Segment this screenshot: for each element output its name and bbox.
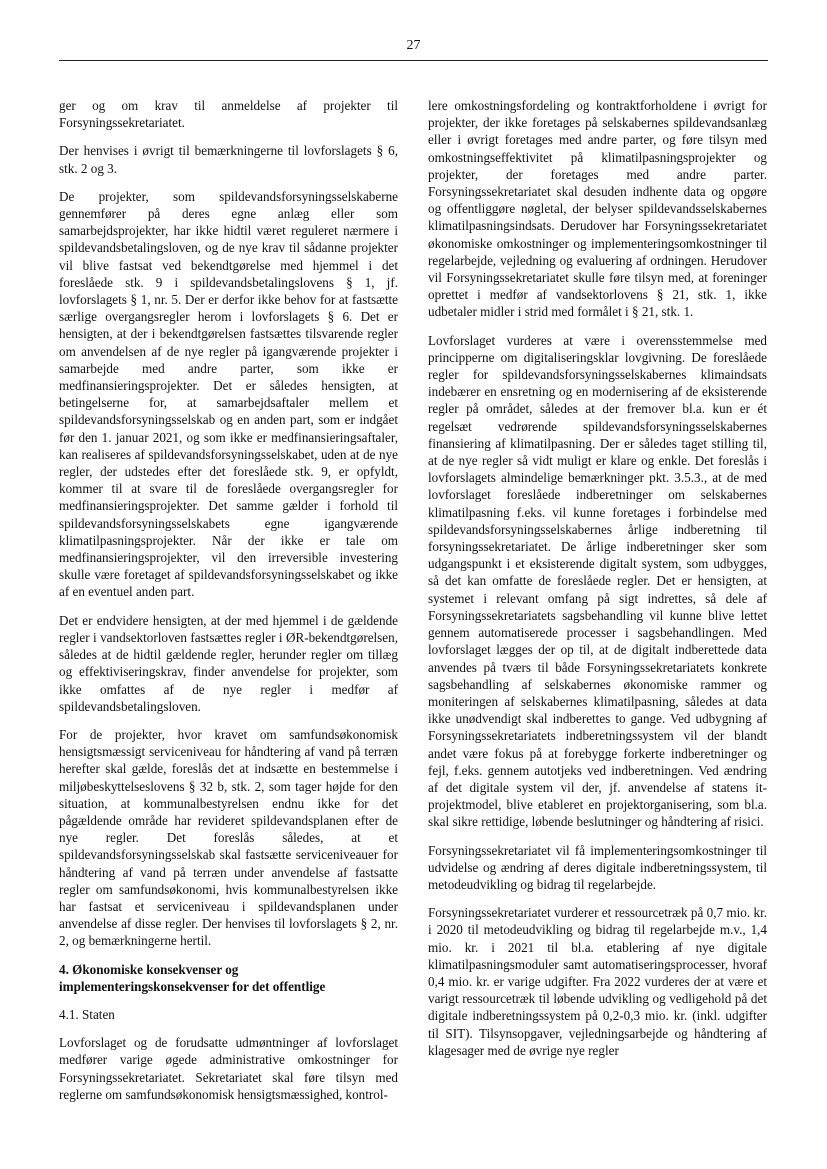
- paragraph: ger og om krav til anmeldelse af projekter til Forsyningssekretariatet.: [59, 98, 398, 131]
- page-number: 27: [406, 38, 421, 53]
- paragraph: lere omkostningsfordeling og kontraktforholdene i øvrigt for projekter, der ikke foretages på selskabernes spildevandsanlæg eller i øvrigt foretages med andre parter, og føre tilsyn med omkostningseffektivitet på klimatilpasningsprojekter og projekter, der foretages med andre parter. Forsyningssekretariatet skal desuden indhente data og opgøre og offentliggøre nøgletal, der belyser spildevandsselskabernes klimatilpasningsindsats. Derudover har Forsyningssekretariatet økonomiske omkostninger og implementeringsomkostninger til regelarbejde, vejledning og evaluering af ordningen. Herudover vil Forsyningssekretariatet skulle føre tilsyn med, at foreninger oprettet i medfør af vandsektorlovens § 21, stk. 1, ikke udbetaler midler i strid med formålet i § 21, stk. 1.: [428, 98, 767, 320]
- section-heading: 4. Økonomiske konsekvenser og implementeringskonsekvenser for det offentlige: [59, 961, 326, 994]
- right-column: [428, 97, 767, 1070]
- paragraph: Forsyningssekretariatet vurderer et ressourcetræk på 0,7 mio. kr. i 2020 til metodeudvikling og bidrag til regelarbejde m.v., 1,4 mio. kr. i 2021 til bl.a. etablering af nye digitale klimatilpasningsmoduler samt automatiseringsprocesser, hvoraf 0,4 mio. kr. er varige udgifter. Fra 2022 vurderes der at være et varigt ressourcetræk til løbende udvikling og vedligehold på det digitale indberetningssystem på 0,2-0,3 mio. kr. (inkl. udgifter til SIT). Tilsynsopgaver, vejledningsarbejde og håndtering af klagesager med de øvrige nye regler: [428, 905, 767, 1058]
- paragraph: For de projekter, hvor kravet om samfundsøkonomisk hensigtsmæssigt serviceniveau for håndtering af vand på terræn herefter skal gælde, foreslås det at indsætte en bestemmelse i miljøbeskyttelseslovens § 32 b, stk. 2, som tager højde for den situation, at kommunalbestyrelsen endnu ikke for det pågældende område har revideret spildevandsplanen efter de nye regler. Det foreslås således, at et spildevandsforsyningsselskab skal fastsætte serviceniveauer for håndtering af vand på terræn under anvendelse af fastsatte regler om samfundsøkonomi, hvis kommunalbestyrelsen ikke har fastsat et serviceniveau i spildevandsplanen under anvendelse af disse regler. Der henvises til lovforslagets § 2, nr. 2, og bemærkningerne hertil.: [59, 726, 398, 949]
- paragraph: Det er endvidere hensigten, at der med hjemmel i de gældende regler i vandsektorloven fastsættes regler i ØR-bekendtgørelsen, således at de hidtil gældende regler, herunder regler om tillæg og effektiviseringskrav, finder anvendelse for projekter, som ikke omfattes af de nye regler i medfør af spildevandsbetalingsloven.: [59, 612, 398, 714]
- paragraph: Lovforslaget og de forudsatte udmøntninger af lovforslaget medfører varige øgede administrative omkostninger for Forsyningssekretariatet. Sekretariatet skal føre tilsyn med reglerne om samfundsøkonomisk hensigtsmæssighed, kontrol-: [59, 1035, 398, 1102]
- left-column: [59, 97, 398, 1114]
- paragraph: De projekter, som spildevandsforsyningsselskaberne gennemfører på deres egne anlæg eller som samarbejdsprojekter, har ikke hidtil været reguleret nærmere i spildevandsbetalingsloven, og de nye krav til sådanne projekter vil blive fastsat ved bekendtgørelse med hjemmel i det foreslåede stk. 9 i spildevandsbetalingslovens § 1, jf. lovforslagets § 1, nr. 5. Der er derfor ikke behov for at fastsætte særlige overgangsregler herom i lovforslagets § 6. Det er hensigten, at der i bekendtgørelsen fastsættes tilsvarende regler om anvendelsen af de nye regler på igangværende projekter i samarbejde med andre parter, som ikke er medfinansieringsprojekter. Det er således hensigten, at betingelserne for, at samarbejdsaftaler mellem et spildevandsforsyningsselskab og en anden part, som er indgået før den 1. januar 2021, og som ikke er medfinansieringsaftaler, kan realiseres af spildevandsforsyningsselskabet, uden at de nye regler, der udstedes efter det foreslåede stk. 9, er opfyldt, kommer til at svare til de foreslåede overgangsregler for medfinansieringsprojekter. Det samme gælder i forhold til spildevandsforsyningsselskabets egne igangværende klimatilpasningsprojekter. Når der ikke er tale om medfinansieringsprojekter, vil den irreversible investering skulle være foretaget af spildevandsforsyningsselskabet og ikke af en eventuel anden part.: [59, 188, 398, 600]
- subsection-heading: 4.1. Staten: [59, 1006, 115, 1022]
- paragraph: Der henvises i øvrigt til bemærkningerne til lovforslagets § 6, stk. 2 og 3.: [59, 143, 398, 176]
- header-rule: [59, 60, 768, 61]
- paragraph: Lovforslaget vurderes at være i overensstemmelse med principperne om digitaliseringsklar lovgivning. De foreslåede regler for spildevandsforsyningsselskabernes klimaindsats indebærer en ensretning og en modernisering af de eksisterende regler på området, således at der fremover bl.a. kun er ét regelsæt vedrørende spildevandsforsyningsselskabernes finansiering af klimatilpasning. Der er således taget stilling til, at de nye regler så vidt muligt er klare og enkle. Det foreslås i lovforslagets almindelige bemærkninger pkt. 3.5.3., at de med lovforslaget foreslåede indberetninger om selskabernes klimatilpasning f.eks. vil kunne foretages i forbindelse med spildevandsforsyningsselskabernes årlige indberetning til forsyningssekretariatet. De årlige indberetninger sker som udgangspunkt i et eksisterende digitalt system, som udbygges, så det kan omfatte de foreslåede regler. Det er hensigten, at systemet i relevant omfang på sigt indrettes, så dele af Forsyningssekretariatets sagsbehandling vil kunne blive lettet gennem automatiserede processer i sagsbehandlingen. Med lovforslaget lægges der op til, at de digitalt indberettede data anvendes på tværs til både Forsyningssekretariatets konkrete sagsbehandling af selskabernes økonomiske rammer og moniteringen af selskabernes klimatilpasning, således at data ikke unødvendigt skal indberettes to gange. Ved udbygning af Forsyningssekretariatets indberetningssystem vil der blandt andet være fokus på at forebygge forkerte indberetninger og fejl, f.eks. gennem autotjeks ved indberetningen. Ved ændring af det digitale system vil der, jf. anvendelse af statens it-projektmodel, blive etableret en projektorganisering, som bl.a. skal sikre rettidige, løbende beslutninger og håndtering af risici.: [428, 332, 767, 830]
- paragraph: Forsyningssekretariatet vil få implementeringsomkostninger til udvidelse og ændring af deres digitale indberetningssystem, til metodeudvikling og bidrag til regelarbejde.: [428, 842, 767, 892]
